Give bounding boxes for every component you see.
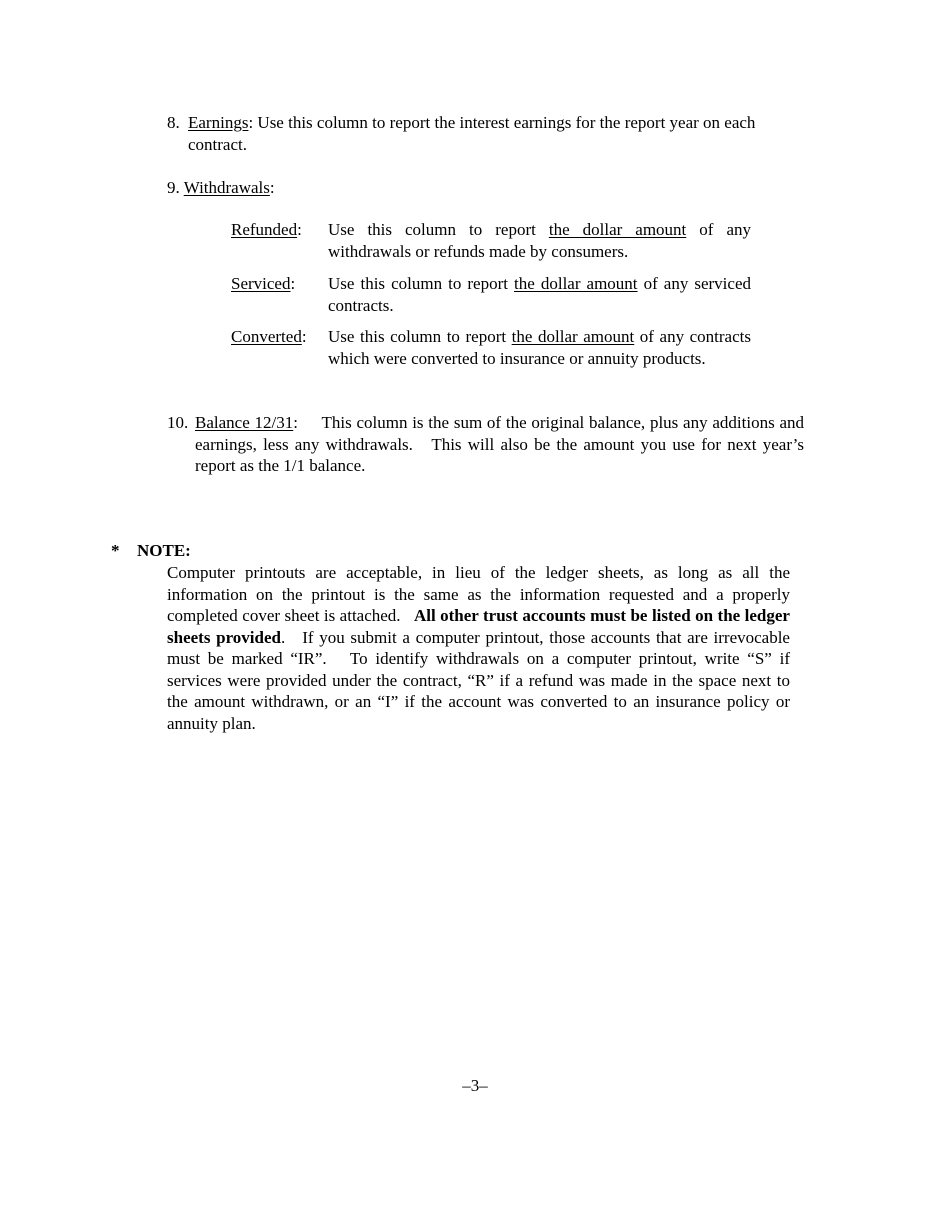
instruction-item-balance xyxy=(167,412,804,477)
withdrawal-subitem-converted xyxy=(231,326,751,369)
subitem-colon: : xyxy=(290,274,296,293)
subitem-text-pre: Use this column to report xyxy=(328,327,512,346)
note-heading xyxy=(111,540,191,562)
note-title: NOTE: xyxy=(137,541,191,560)
subitem-colon: : xyxy=(301,327,307,346)
item-colon: : xyxy=(269,178,275,197)
item-text: : This column is the sum of the original balance, plus any additions and earnings, less any withdrawals. This will also be the amount you use for next year’s report as the 1/1 balance. xyxy=(195,413,804,475)
note-text-part2: . If you submit a computer printout, those accounts that are irrevocable must be marked “IR”. To identify withdrawals on a computer printout, write “S” if services were provided under the contract, “R” if a refund was made in the space next to the amount withdrawn, or an “I” if the account was converted to an insurance policy or annuity plan. xyxy=(167,627,790,733)
instruction-item-earnings xyxy=(167,112,807,155)
item-term: Earnings xyxy=(188,113,249,132)
note-text-bold: All other trust accounts must be listed on the ledger sheets provided xyxy=(167,606,790,647)
subitem-text-pre: Use this column to report xyxy=(328,220,549,239)
item-body xyxy=(188,112,807,155)
item-text: : Use this column to report the interest earnings for the report year on each contract. xyxy=(188,113,756,154)
subitem-text-pre: Use this column to report xyxy=(328,274,515,293)
page-number: –3– xyxy=(462,1076,488,1095)
item-number: 9. xyxy=(167,178,180,197)
subitem-label: Converted xyxy=(231,327,302,346)
withdrawal-subitem-serviced xyxy=(231,273,751,316)
asterisk-icon: * xyxy=(111,541,120,560)
subitem-label-wrap xyxy=(231,219,302,241)
subitem-text xyxy=(328,219,751,262)
item-number: 8. xyxy=(167,113,180,132)
withdrawal-subitem-refunded xyxy=(231,219,751,262)
note-text-part1: Computer printouts are acceptable, in lieu of the ledger sheets, as long as all the information on the printout is the same as the information requested and a properly completed cover sheet is attached. xyxy=(167,563,790,625)
item-number: 10. xyxy=(167,413,189,432)
subitem-text-post: of any withdrawals or refunds made by consumers. xyxy=(328,220,751,261)
subitem-label-wrap xyxy=(231,273,295,295)
subitem-text xyxy=(328,273,751,316)
subitem-text-post: of any contracts which were converted to insurance or annuity products. xyxy=(328,327,751,368)
item-body xyxy=(195,412,804,477)
item-term: Withdrawals xyxy=(183,178,270,197)
instruction-item-withdrawals xyxy=(167,177,275,199)
subitem-text-emph: the dollar amount xyxy=(511,327,635,346)
subitem-label: Serviced xyxy=(231,274,291,293)
subitem-text-emph: the dollar amount xyxy=(514,274,638,293)
note-body xyxy=(167,562,790,734)
subitem-text xyxy=(328,326,751,369)
subitem-label: Refunded xyxy=(231,220,298,239)
item-term: Balance 12/31 xyxy=(195,413,294,432)
subitem-text-emph: the dollar amount xyxy=(548,220,687,239)
subitem-label-wrap xyxy=(231,326,307,348)
subitem-text-post: of any serviced contracts. xyxy=(328,274,752,315)
subitem-colon: : xyxy=(297,220,302,239)
